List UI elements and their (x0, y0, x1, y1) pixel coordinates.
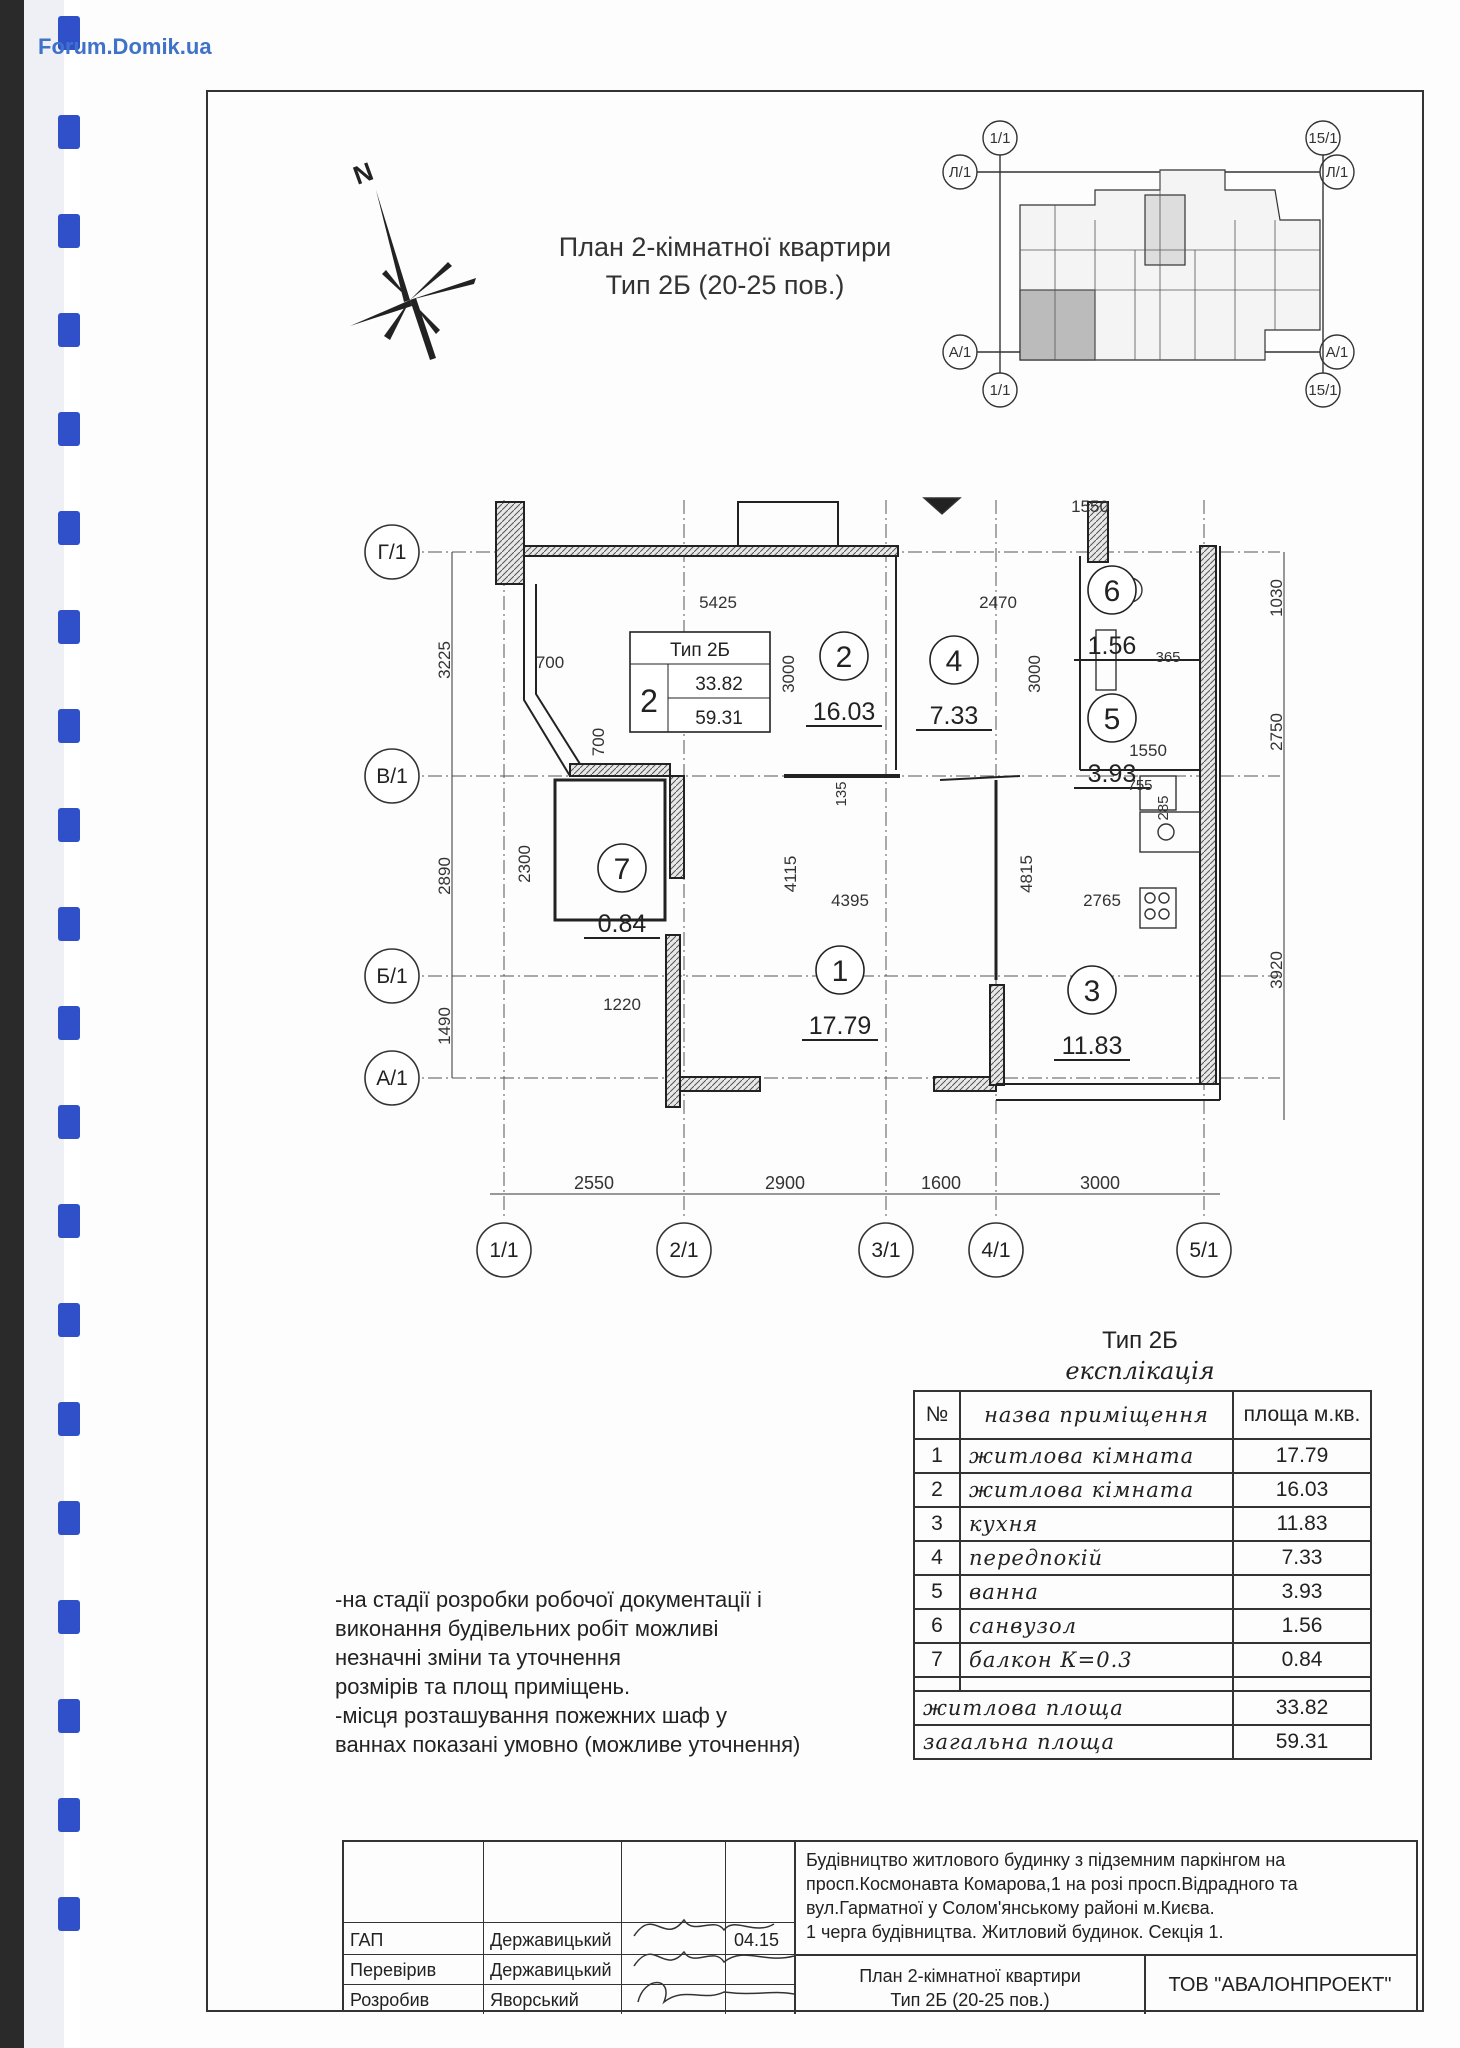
dim-left-2: 2890 (435, 857, 454, 895)
room-area-cell: 7.33 (1233, 1541, 1371, 1575)
room-num-cell: 2 (914, 1473, 960, 1507)
column-axis-bubble (859, 1223, 913, 1277)
note-line: ваннах показані умовно (можливе уточнення) (335, 1732, 801, 1757)
room-num-cell: 7 (914, 1643, 960, 1677)
name-developed: Яворський (490, 1990, 579, 2010)
binding-ring (58, 511, 80, 545)
dim-4815: 4815 (1017, 855, 1036, 893)
room-area: 16.03 (812, 698, 876, 726)
binding-ring (58, 412, 80, 446)
dim-365: 365 (1155, 649, 1181, 666)
dim-1550-top: 1550 (1071, 497, 1109, 516)
room-marker (1054, 966, 1130, 1060)
type-box-total: 59.31 (695, 708, 743, 729)
row-axis-bubble (365, 949, 419, 1003)
dim-1550-mid: 1550 (1129, 741, 1167, 760)
total-area-label: загальна площа (914, 1725, 1233, 1759)
keyplan-axis-a1-right: А/1 (1325, 344, 1349, 361)
binding-ring (58, 1600, 80, 1634)
room-number: 4 (945, 645, 963, 678)
column-axis-bubble (657, 1223, 711, 1277)
key-plan (935, 120, 1355, 410)
keyplan-building (1020, 170, 1320, 360)
row-axis-bubble (365, 1051, 419, 1105)
room-number: 3 (1083, 975, 1101, 1008)
room-number: 1 (831, 955, 849, 988)
explication-row (914, 1439, 1371, 1473)
sheet-title-line-2: Тип 2Б (20-25 пов.) (890, 1990, 1050, 2010)
north-arrow-icon (340, 150, 490, 370)
title-line-1: План 2-кімнатної квартири (558, 232, 892, 262)
living-area-value: 33.82 (1233, 1691, 1371, 1725)
binding-ring (58, 214, 80, 248)
keyplan-axis-1-1-bottom: 1/1 (989, 382, 1011, 399)
sheet-title-line-1: План 2-кімнатної квартири (859, 1966, 1081, 1986)
room-marker (1074, 566, 1150, 660)
dim-2765: 2765 (1083, 891, 1121, 910)
explication-row (914, 1575, 1371, 1609)
col-header-num: № (914, 1391, 960, 1439)
type-box (630, 632, 770, 732)
type-box-rooms: 2 (640, 683, 658, 719)
dim-2470: 2470 (979, 593, 1017, 612)
explication-row (914, 1541, 1371, 1575)
room-area: 7.33 (929, 702, 979, 730)
room-area-cell: 1.56 (1233, 1609, 1371, 1643)
dim-bottom-1: 2550 (573, 1173, 615, 1193)
binding-ring (58, 808, 80, 842)
floor-plan (340, 480, 1320, 1280)
axis-label: А/1 (376, 1067, 408, 1090)
name-checked: Державицький (490, 1960, 612, 1980)
room-area: 3.93 (1087, 760, 1137, 788)
dim-4395: 4395 (831, 891, 869, 910)
company-name: ТОВ "АВАЛОНПРОЕКТ" (1168, 1974, 1392, 1996)
room-area: 17.79 (808, 1012, 872, 1040)
stamp-date: 04.15 (734, 1930, 780, 1950)
room-area-cell: 16.03 (1233, 1473, 1371, 1507)
keyplan-axis-l1: Л/1 (948, 164, 972, 181)
explication-table (913, 1390, 1372, 1760)
living-area-row (914, 1691, 1371, 1725)
dim-700a: 700 (535, 653, 565, 672)
room-name-cell: балкон К=0.3 (960, 1643, 1233, 1677)
room-num-cell: 1 (914, 1439, 960, 1473)
axis-label: В/1 (376, 765, 408, 788)
living-area-label: житлова площа (914, 1691, 1233, 1725)
dim-755: 755 (1127, 777, 1153, 794)
binding-ring (58, 907, 80, 941)
room-name-cell: санвузол (960, 1609, 1233, 1643)
role-checked: Перевірив (350, 1960, 437, 1980)
project-line: Будівництво житлового будинку з підземним паркінгом на (806, 1850, 1286, 1870)
axis-label: 4/1 (981, 1239, 1011, 1262)
row-axis-bubble (365, 749, 419, 803)
keyplan-axis-15-1: 15/1 (1308, 130, 1338, 147)
explication-subtitle: експлікація (1065, 1357, 1215, 1385)
explication-row (914, 1609, 1371, 1643)
dim-700b: 700 (589, 727, 608, 757)
north-label: N (349, 155, 378, 191)
title-line-2: Тип 2Б (20-25 пов.) (605, 270, 845, 300)
room-number: 7 (613, 853, 631, 886)
room-number: 5 (1103, 703, 1121, 736)
room-area: 11.83 (1061, 1032, 1123, 1060)
project-line: 1 черга будівництва. Житловий будинок. Секція 1. (806, 1922, 1224, 1942)
column-axis-bubble (969, 1223, 1023, 1277)
project-line: просп.Космонавта Комарова,1 на розі просп.Відрадного та (806, 1874, 1298, 1894)
axis-label: Г/1 (377, 541, 407, 564)
project-line: вул.Гарматної у Солом'янському районі м.Києва. (806, 1898, 1215, 1918)
explication-heading (1030, 1326, 1250, 1386)
col-header-name: назва приміщення (960, 1391, 1233, 1439)
dim-3000a: 3000 (779, 655, 798, 693)
explication-title: Тип 2Б (1102, 1327, 1178, 1354)
dim-3000b: 3000 (1025, 655, 1044, 693)
note-line: -місця розташування пожежних шаф у (335, 1703, 727, 1728)
room-name-cell: житлова кімната (960, 1473, 1233, 1507)
column-axis-bubble (1177, 1223, 1231, 1277)
keyplan-axis-l1-right: Л/1 (1325, 164, 1349, 181)
watermark: Forum.Domik.ua (38, 34, 212, 59)
signatures (624, 1906, 804, 2014)
note-line: незначні зміни та уточнення (335, 1645, 621, 1670)
binding-ring (58, 1402, 80, 1436)
room-marker (584, 844, 660, 938)
room-area-cell: 3.93 (1233, 1575, 1371, 1609)
col-header-area: площа м.кв. (1233, 1391, 1371, 1439)
keyplan-axis-a1: А/1 (948, 344, 972, 361)
note-line: розмірів та площ приміщень. (335, 1674, 631, 1699)
keyplan-axis-15-1-bottom: 15/1 (1308, 382, 1338, 399)
binding-ring (58, 313, 80, 347)
type-box-title: Тип 2Б (670, 640, 730, 661)
dim-bottom-4: 3000 (1079, 1173, 1121, 1193)
binding-ring (58, 1204, 80, 1238)
total-area-row (914, 1725, 1371, 1759)
dim-1220: 1220 (603, 995, 641, 1014)
explication-row (914, 1473, 1371, 1507)
dim-285: 285 (1155, 795, 1172, 821)
dim-left-1: 3225 (435, 641, 454, 679)
explication-row (914, 1643, 1371, 1677)
explication-row (914, 1507, 1371, 1541)
type-box-living: 33.82 (695, 674, 743, 695)
dim-right-2: 2750 (1267, 713, 1286, 751)
binding-ring (58, 1006, 80, 1040)
axis-label: Б/1 (376, 965, 408, 988)
name-gap: Державицький (490, 1930, 612, 1950)
dim-right-3: 3920 (1267, 951, 1286, 989)
binding-ring (58, 1303, 80, 1337)
binding-ring (58, 610, 80, 644)
room-num-cell: 6 (914, 1609, 960, 1643)
role-developed: Розробив (350, 1990, 430, 2010)
room-num-cell: 3 (914, 1507, 960, 1541)
room-area: 0.84 (597, 910, 647, 938)
binding-ring (58, 1699, 80, 1733)
axis-label: 3/1 (871, 1239, 901, 1262)
room-name-cell: житлова кімната (960, 1439, 1233, 1473)
dim-left-3: 1490 (435, 1007, 454, 1045)
title-block (342, 1840, 1418, 2012)
dim-135: 135 (833, 781, 850, 807)
room-area-cell: 11.83 (1233, 1507, 1371, 1541)
explication-header-row (914, 1391, 1371, 1439)
binding-ring (58, 1501, 80, 1535)
project-description (806, 1848, 1406, 1944)
dim-bottom-2: 2900 (764, 1173, 806, 1193)
notes (335, 1585, 800, 1759)
keyplan-axis-1-1: 1/1 (989, 130, 1011, 147)
room-area-cell: 17.79 (1233, 1439, 1371, 1473)
axis-label: 5/1 (1189, 1239, 1219, 1262)
room-marker (802, 946, 878, 1040)
axis-label: 2/1 (669, 1239, 699, 1262)
room-marker (806, 632, 882, 726)
binding-ring (58, 115, 80, 149)
binding-ring (58, 1798, 80, 1832)
binding-ring (58, 1105, 80, 1139)
room-area: 1.56 (1087, 632, 1137, 660)
dim-2300: 2300 (515, 845, 534, 883)
row-axis-bubble (365, 525, 419, 579)
dim-right-1: 1030 (1267, 579, 1286, 617)
dim-4115: 4115 (781, 855, 800, 893)
note-line: виконання будівельних робіт можливі (335, 1616, 719, 1641)
room-num-cell: 5 (914, 1575, 960, 1609)
room-num-cell: 4 (914, 1541, 960, 1575)
dim-5425: 5425 (699, 593, 737, 612)
binding-ring (58, 709, 80, 743)
sheet-title (796, 1964, 1144, 2012)
dim-bottom-3: 1600 (920, 1173, 962, 1193)
page-title (500, 228, 950, 304)
room-name-cell: передпокій (960, 1541, 1233, 1575)
note-line: -на стадії розробки робочої документації і (335, 1587, 762, 1612)
axis-label: 1/1 (489, 1239, 519, 1262)
total-area-value: 59.31 (1233, 1725, 1371, 1759)
room-name-cell: кухня (960, 1507, 1233, 1541)
room-area-cell: 0.84 (1233, 1643, 1371, 1677)
room-name-cell: ванна (960, 1575, 1233, 1609)
column-axis-bubble (477, 1223, 531, 1277)
room-number: 6 (1103, 575, 1121, 608)
room-number: 2 (835, 641, 853, 674)
role-gap: ГАП (350, 1930, 384, 1950)
room-marker (916, 636, 992, 730)
binding-ring (58, 1897, 80, 1931)
